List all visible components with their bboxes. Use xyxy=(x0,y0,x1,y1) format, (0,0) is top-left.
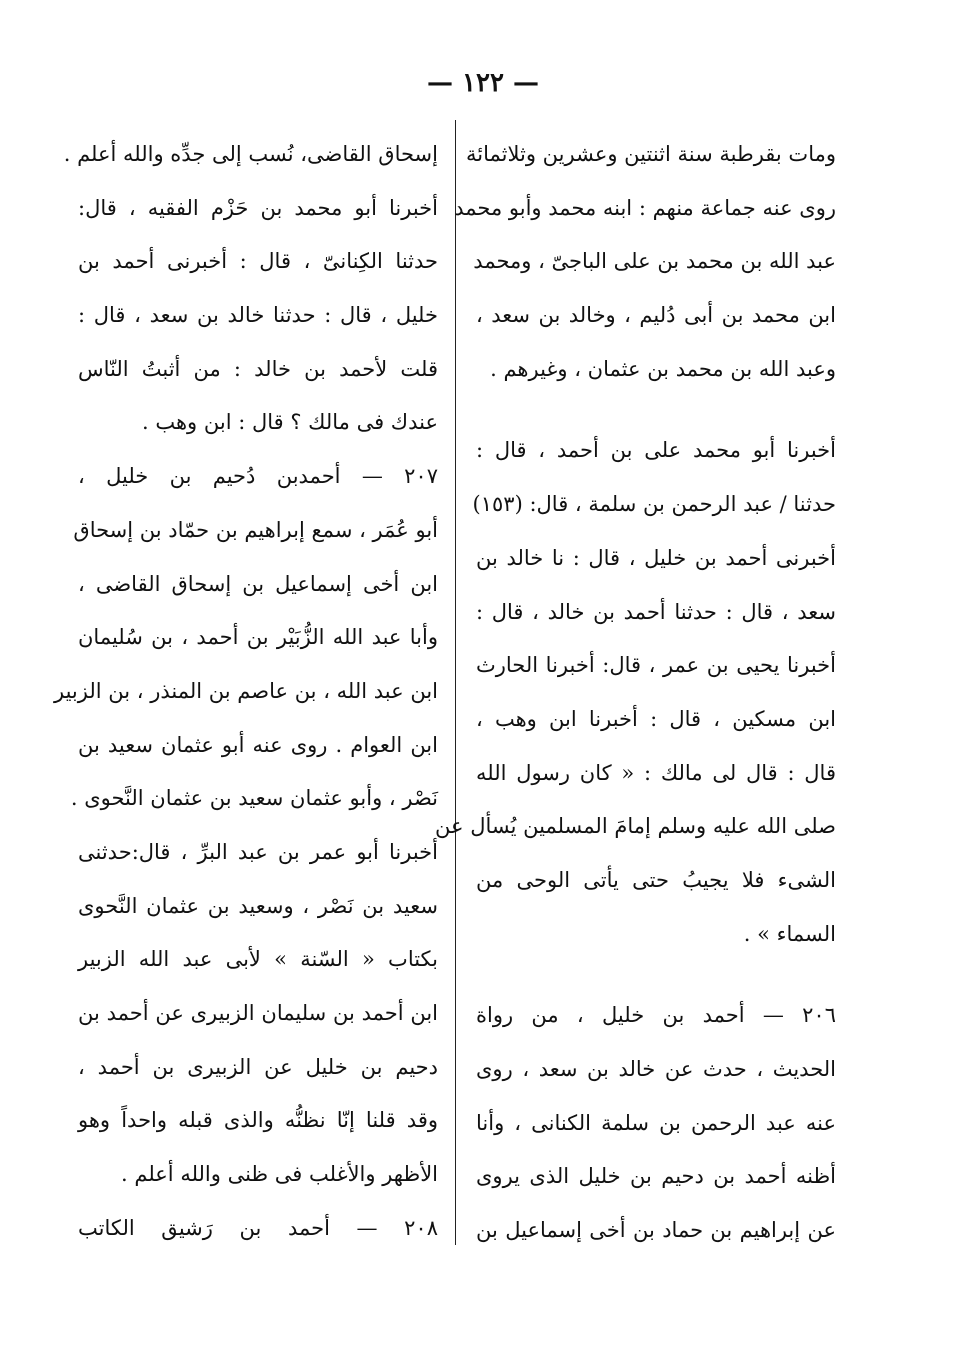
text-line: قال : قال لى مالك : « كان رسول الله xyxy=(476,760,836,785)
entry-206 xyxy=(476,989,836,1257)
text-line: أخبرنا أبو محمد بن حَزْم الفقيه ، قال: xyxy=(78,195,438,220)
text-line: صلى الله عليه وسلم إمامَ المسلمين يُسأل عن xyxy=(435,814,836,839)
text-line: حدثنا / عبد الرحمن بن سلمة ، قال: (١٥٣) xyxy=(472,492,836,517)
text-line: روى عنه جماعة منهم : ابنه محمد وأبو محمد xyxy=(454,195,836,220)
text-line: ابن أحمد بن سليمان الزبيرى عن أحمد بن xyxy=(78,1001,438,1025)
text-line: الحديث ، حدث عن خالد بن سعد ، روى xyxy=(476,1057,836,1081)
text-line: سعد ، قال : حدثنا أحمد بن خالد ، قال : xyxy=(476,599,836,624)
text-line: أخبرنا أبو محمد على بن أحمد ، قال : xyxy=(476,438,836,463)
text-line: وعبد الله بن محمد بن عثمان ، وغيرهم . xyxy=(490,356,836,381)
text-line: خليل ، قال : حدثنا خالد بن سعد ، قال : xyxy=(78,303,438,328)
paragraph xyxy=(78,826,438,1202)
entry-207 xyxy=(54,450,438,826)
text-line: ٢٠٨ — أحمد بن رَشيق الكاتب xyxy=(78,1215,438,1240)
text-line: ابن عبد الله ، بن عاصم بن المنذر ، بن الزبير xyxy=(54,678,438,703)
paragraph xyxy=(63,128,438,450)
text-line: قلت لأحمد بن خالد : من أثبتُ النّاس xyxy=(78,356,438,381)
text-line: إسحاق القاضى، نُسب إلى جدِّه والله أعلم . xyxy=(63,142,438,166)
text-line: الأظهر والأغلب فى ظنى والله أعلم . xyxy=(121,1162,438,1187)
right-column xyxy=(435,128,836,1258)
text-line: وقد قلنا إنّا نظنُّه والذى قبله واحداً وهو xyxy=(78,1108,438,1133)
text-line: عن إبراهيم بن حماد بن أخى إسماعيل بن xyxy=(476,1218,836,1243)
text-line: ابن مسكين ، قال : أخبرنا ابن وهب ، xyxy=(476,706,836,731)
page-number: — ١٢٢ — xyxy=(426,68,540,98)
text-line: نَصْر ، وأبو عثمان سعيد بن عثمان النَّحوى . xyxy=(70,786,438,811)
text-line: عبد الله بن محمد بن على الباجىّ ، ومحمد xyxy=(473,249,836,274)
text-line: أخبرنى أحمد بن خليل ، قال : نا خالد بن xyxy=(476,545,836,570)
text-line: دحيم بن خليل عن الزبيرى بن أحمد ، xyxy=(78,1054,438,1079)
text-line: الشىء فلا يجيبُ حتى يأتى الوحى من xyxy=(476,867,836,892)
left-column xyxy=(54,128,438,1255)
text-line: ٢٠٧ — أحمدبن دُحيم بن خليل ، xyxy=(78,464,438,489)
text-line: ٢٠٦ — أحمد بن خليل ، من رواة xyxy=(476,1003,836,1028)
text-line: وأبا عبد الله الزُّبَيْر بن أحمد ، بن سُليمان xyxy=(78,625,438,650)
text-line: أخبرنا يحيى بن عمر ، قال: أخبرنا الحارث xyxy=(476,653,836,678)
text-line: ابن أخى إسماعيل بن إسحاق القاضى ، xyxy=(78,571,438,596)
column-divider xyxy=(455,120,456,1245)
text-line: ابن محمد بن أبى دُليم ، وخالد بن سعد ، xyxy=(476,303,836,328)
text-line: أخبرنا أبو عمر بن عبد البرِّ ، قال:حدثنى xyxy=(78,839,438,864)
text-line: عندك فى مالك ؟ قال : ابن وهب . xyxy=(142,410,438,435)
paragraph xyxy=(454,128,836,396)
text-line: أظنه أحمد بن دحيم بن خليل الذى يروى xyxy=(476,1164,836,1189)
text-line: حدثنا الكِنانىّ ، قال : أخبرنى أحمد بن xyxy=(78,249,438,274)
paragraph xyxy=(435,424,836,961)
text-line: أبو عُمَر ، سمع إبراهيم بن حمّاد بن إسحاق xyxy=(73,517,438,542)
text-line: ابن العوام . روى عنه أبو عثمان سعيد بن xyxy=(78,732,438,757)
text-line: السماء » . xyxy=(743,921,836,946)
text-line: بكتاب « السّنة » لأبى عبد الله الزبير xyxy=(78,947,438,972)
text-line: سعيد بن نَصْر ، وسعيد بن عثمان النَّحوى xyxy=(78,893,438,918)
text-line: ومات بقرطبة سنة اثنتين وعشرين وثلاثمائة xyxy=(466,142,836,166)
text-line: عنه عبد الرحمن بن سلمة الكنانى ، وأنا xyxy=(476,1110,836,1135)
entry-208 xyxy=(78,1202,438,1256)
